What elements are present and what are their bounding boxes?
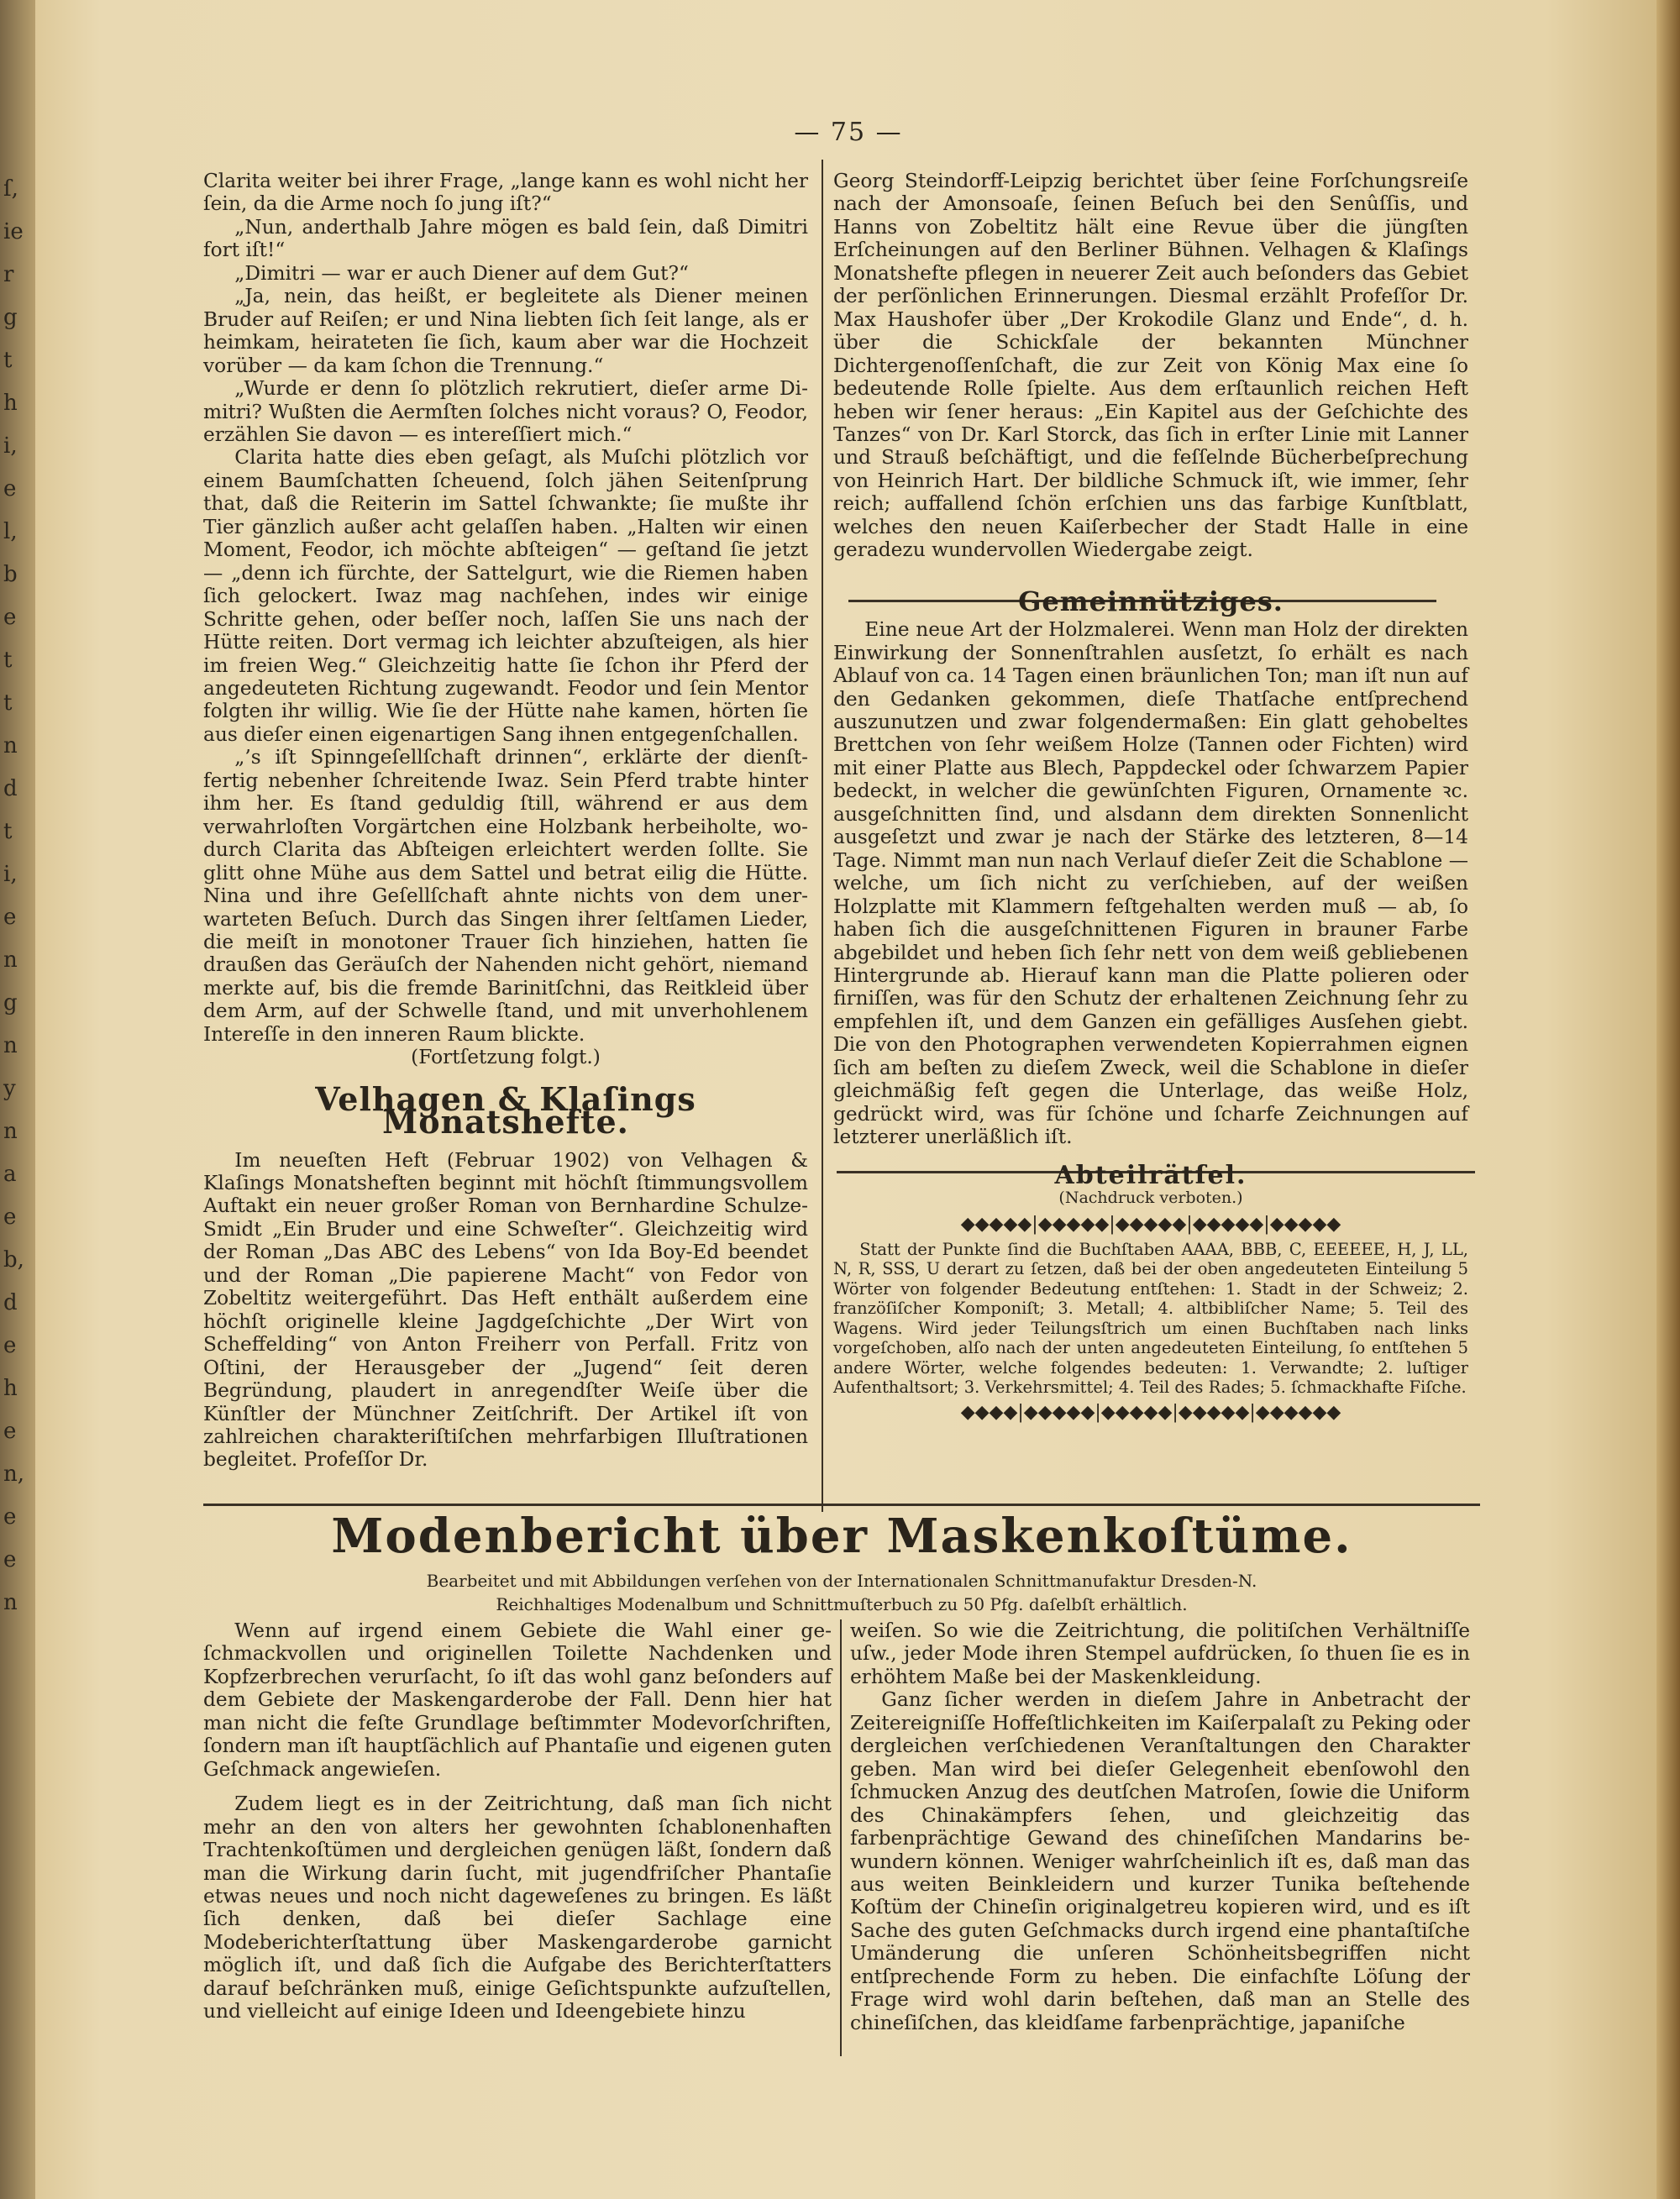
margin-letter: ſ,	[3, 176, 18, 202]
monatshefte-text-continued: Georg Steindorff-Leipzig berichtet über ſeine Forſchungsreiſe nach der Amonsoaſe, ſeinen Beſuch bei den Senûſſis, und Hanns von Zobeltitz hält eine Revue über die jüngſten Erſcheinungen auf den Berliner Bühnen. Velhagen & Klaſings Monatshefte pflegen in neuerer Zeit auch beſonders das Gebiet der perſönlichen Erinnerungen. Diesmal erzählt Profeſſor Dr. Max Haushofer über „Der Krokodile Glanz und Ende“, d. h. über die Schickſale der bekannten Münchner Dichtergenoſſenſchaft, die zur Zeit von König Max eine ſo bedeutende Rolle ſpielte. Aus dem erſtaunlich reichen Heft heben wir ſener heraus: „Ein Kapitel aus der Geſchichte des Tanzes“ von Dr. Karl Storck, das ſich in erſter Linie mit Lanner und Strauß beſchäftigt, und die feſſelnde Bücherbeſprechung von Heinrich Hart. Der bildliche Schmuck iſt, wie immer, ſehr reich; auffallend ſchön erſchien uns das farbige Kunſtblatt, welches den neuen Kaiſerbecher der Stadt Halle in eine geradezu wundervollen Wiedergabe zeigt.	[833, 170, 1468, 562]
monatshefte-text: Im neueſten Heft (Februar 1902) von Velhagen & Klaſings Monatsheften beginnt mit höchſt ſtimmungsvollem Auftakt ein neuer großer Roman von Bernhardine Schulze-Smidt „Ein Bruder und eine Schweſter“. Gleichzeitig wird der Roman „Das ABC des Lebens“ von Ida Boy-Ed beendet und der Roman „Die papierene Macht“ von Fedor von Zobeltitz weitergeführt. Das Heft enthält außerdem eine höchſt originelle kleine Jagdgeſchichte „Der Wirt von Scheffelding“ von Anton Freiherr von Perfall. Fritz von Oſtini, der Herausgeber der „Jugend“ ſeit deren Begründung, plaudert in anregendſter Weiſe über die Künſtler der Münchner Zeitſchrift. Der Artikel iſt von zahlreichen charakteriſtiſchen mehrfarbigen Illuſtrationen begleitet. Profeſſor Dr.	[203, 1148, 808, 1472]
margin-letter: d	[3, 776, 18, 801]
moden-paragraph: Wenn auf irgend einem Gebiete die Wahl einer geſchmackvollen und originellen Toilette Nachdenken und Kopfzerbrechen verurſacht, ſo iſt das wohl ganz beſonders auf dem Gebiete der Maskengarderobe der Fall. Denn hier hat man nicht die feſte Grundlage beſtimmter Modevorſchriften, ſondern man iſt hauptſächlich auf Phantaſie und eigenen guten Geſchmack angewieſen.	[203, 1619, 832, 1781]
moden-subtitle-2: Reichhaltiges Modenalbum und Schnittmuſterbuch zu 50 Pfg. daſelbſt erhältlich.	[496, 1594, 1188, 1614]
gemein-title: Gemeinnütziges.	[1018, 585, 1284, 617]
moden-column-right	[850, 1619, 1470, 2034]
page-number: — 75 —	[794, 118, 903, 147]
margin-letter: e	[3, 1547, 17, 1572]
margin-letter: e	[3, 605, 17, 630]
story-paragraph: „Dimitri — war er auch Diener auf dem Gut?“	[234, 261, 689, 285]
story-column	[203, 170, 808, 1472]
margin-letter: t	[3, 348, 13, 373]
margin-letter: y	[3, 1076, 16, 1101]
margin-letter: r	[3, 262, 14, 287]
margin-letter: e	[3, 1504, 17, 1530]
continuation-note: (Fortſetzung folgt.)	[411, 1046, 601, 1069]
margin-letter: t	[3, 648, 13, 673]
margin-letter: b,	[3, 1247, 24, 1273]
story-paragraph: Clarita hatte dies eben geſagt, als Muſchi plötzlich vor einem Baumſchatten ſcheuend, ſolch jähen Seitenſprung that, daß die Reiterin im Sattel ſchwankte; ſie mußte ihr Tier gänzlich außer acht gelaſſen haben. „Halten wir einen Moment, Feodor, ich möchte abſteigen“ — geſtand ſie jetzt — „denn ich fürchte, der Sattelgurt, wie die Riemen haben ſich gelockert. Iwaz mag nachſehen, indes wir einige Schritte gehen, oder beſſer noch, laſſen Sie uns nach der Hütte reiten. Dort vermag ich leichter abzuſteigen, als hier im freien Weg.“ Gleichzeitig hatte ſie ſchon ihr Pferd der angedeuteten Richtung zugewandt. Feodor und ſein Mentor folgten ihr willig. Wie ſie der Hütte nahe kamen, hörten ſie aus dieſer einen eigenartigen Sang ihnen entgegenſchallen.	[203, 446, 808, 746]
margin-letter: l,	[3, 519, 18, 544]
margin-letter: n	[3, 1590, 18, 1615]
right-column-top	[833, 170, 1468, 1427]
gemein-text: Eine neue Art der Holzmalerei. Wenn man Holz der direkten Einwirkung der Sonnenſtrahlen ausſetzt, ſo erhält es nach Ablauf von ca. 14 Tagen einen bräunlichen Ton; man iſt nun auf den Gedanken gekommen, dieſe Thatſache entſprechend auszunutzen und zwar folgendermaßen: Ein glatt gehobeltes Brettchen von ſehr weißem Holze (Tannen oder Fichten) wird mit einer Platte aus Blech, Pappdeckel oder ſchwarzem Papier bedeckt, in welcher die gewünſchten Figuren, Ornamente ꝛc. ausgeſchnitten ſind, und alsdann dem direkten Sonnenlicht ausgeſetzt und zwar je nach der Stärke des letzteren, 8—14 Tage. Nimmt man nun nach Verlauf dieſer Zeit die Schablone — welche, um ſich nicht zu verſchieben, auf der weißen Holzplatte mit Klammern feſtgehalten werden muß — ab, ſo haben ſich die ausgeſchnittenen Figuren in brauner Farbe abgebildet und heben ſich ſehr nett von dem weiß gebliebenen Hintergrunde ab. Hierauf kann man die Platte polieren oder firniſſen, was für den Schutz der erhaltenen Zeichnung ſehr zu empfehlen iſt, und dem Ganzen ein gefälliges Ausſehen giebt. Die von den Photographen verwendeten Kopierrahmen eignen ſich am beſten zu dieſem Zweck, weil die Schablone in dieſer gleichmäßig feſt gegen die Unterlage, das weiße Holz, gedrückt wird, was für ſchöne und ſcharfe Zeichnungen auf letzterer unerläßlich iſt.	[833, 618, 1468, 1149]
margin-letter: g	[3, 990, 18, 1016]
margin-letter: i,	[3, 433, 18, 459]
riddle-title: Abteilrätſel.	[1054, 1160, 1247, 1190]
moden-paragraph: weiſen. So wie die Zeitrichtung, die politiſchen Verhältniſſe uſw., jeder Mode ihren Stempel aufdrücken, ſo thuen ſie es in erhöhtem Maße bei der Maskenkleidung.	[850, 1619, 1470, 1688]
story-paragraph: „Nun, anderthalb Jahre mögen es bald ſein, daß Dimitri fort iſt!“	[203, 215, 808, 262]
margin-letter: e	[3, 1419, 17, 1444]
page-divider	[203, 1504, 1480, 1506]
margin-letter: d	[3, 1290, 18, 1315]
margin-letter: ie	[3, 219, 24, 244]
margin-letter: e	[3, 905, 17, 930]
column-divider-bottom	[840, 1619, 842, 2056]
moden-subtitle: Bearbeitet und mit Abbildungen verſehen von der Internationalen Schnittmanufaktur Dresden-N.	[426, 1571, 1257, 1591]
moden-column-left	[203, 1619, 832, 2023]
margin-letter: n	[3, 1033, 18, 1058]
margin-letter: b	[3, 562, 18, 587]
story-paragraph: Clarita weiter bei ihrer Frage, „lange kann es wohl nicht her ſein, da die Arme noch ſo jung iſt?“	[203, 170, 808, 216]
moden-paragraph: Ganz ſicher werden in dieſem Jahre in Anbetracht der Zeitereigniſſe Hoffeſtlichkeiten im Kaiſerpalaſt zu Peking oder dergleichen verſchiedenen Veranſtaltungen den Charakter geben. Man wird bei dieſer Gelegenheit ebenſowohl den ſchmucken Anzug des deutſchen Matroſen, ſowie die Uniform des Chinakämpfers ſehen, und gleichzeitig das farbenprächtige Gewand des chineſiſchen Mandarins bewundern können. Weniger wahrſcheinlich iſt es, daß man das aus weiten Beinkleidern und kurzer Tunika beſtehende Koſtüm der Chineſin originalgetreu kopieren wird, und es iſt Sache des guten Geſchmacks durch irgend eine phantaſtiſche Umänderung die unſeren Schönheitsbegriffen nicht entſprechende Form zu heben. Die einfachſte Löſung der Frage wird wohl darin beſtehen, daß man an Stelle des chineſiſchen, das kleidſame farbenprächtige, japaniſche	[850, 1688, 1470, 2034]
riddle-pattern-bottom: ◆◆◆◆|◆◆◆◆◆|◆◆◆◆◆|◆◆◆◆◆|◆◆◆◆◆◆	[960, 1401, 1341, 1423]
margin-letter: n	[3, 733, 18, 758]
margin-letter: h	[3, 1376, 18, 1401]
margin-letter: n,	[3, 1462, 25, 1487]
riddle-text: Statt der Punkte ſind die Buchſtaben AAAA, BBB, C, EEEEEE, H, J, LL, N, R, SSS, U derart zu ſetzen, daß bei der oben angedeuteten Einteilung 5 Wörter von folgender Bedeutung entſtehen: 1. Stadt in der Schweiz; 2. franzöſiſcher Komponiſt; 3. Metall; 4. altbibliſcher Name; 5. Teil des Wagens. Wird jeder Teilungsſtrich um einen Buchſtaben nach links vorgeſchoben, alſo nach der unten angedeuteten Einteilung, ſo entſtehen 5 andere Wörter, welche folgendes bedeuten: 1. Verwandte; 2. luſtiger Aufenthaltsort; 3. Verkehrsmittel; 4. Teil des Rades; 5. ſchmackhafte Fiſche.	[833, 1239, 1468, 1398]
margin-letter: t	[3, 690, 13, 716]
margin-letter: g	[3, 305, 18, 330]
column-divider-top	[822, 160, 823, 1512]
margin-letter: e	[3, 476, 17, 501]
monatshefte-title: Velhagen & Klaſings Monatshefte.	[315, 1079, 696, 1141]
margin-letter: h	[3, 391, 18, 416]
riddle-pattern-top: ◆◆◆◆◆|◆◆◆◆◆|◆◆◆◆◆|◆◆◆◆◆|◆◆◆◆◆	[960, 1214, 1341, 1236]
margin-letter: t	[3, 819, 13, 844]
previous-page-margin	[3, 168, 34, 1624]
story-paragraph: „Ja, nein, das heißt, er begleitete als Diener meinen Bruder auf Reiſen; er und Nina liebten ſich ſeit lange, als er heimkam, heirateten ſie ſich, kaum aber war die Hochzeit vorüber — da kam ſchon die Trennung.“	[203, 285, 808, 377]
moden-title: Modenbericht über Maskenkoſtüme.	[331, 1509, 1352, 1564]
margin-letter: i,	[3, 862, 18, 887]
story-paragraph: „Wurde er denn ſo plötzlich rekrutiert, dieſer arme Dimitri? Wußten die Aermſten ſolches nicht voraus? O, Feodor, erzählen Sie davon — es intereſſiert mich.“	[203, 377, 808, 446]
margin-letter: a	[3, 1162, 17, 1187]
margin-letter: e	[3, 1204, 17, 1230]
page-edge	[1656, 0, 1680, 2199]
moden-paragraph: Zudem liegt es in der Zeitrichtung, daß man ſich nicht mehr an den von alters her gewohnten ſchablonenhaften Trachtenkoſtümen und dergleichen genügen läßt, ſondern daß man die Wirkung darin ſucht, mit jugendfriſcher Phantaſie etwas neues und noch nicht dageweſenes zu bringen. Es läßt ſich denken, daß bei dieſer Sachlage eine Modeberichterſtattung über Maskengarderobe garnicht möglich iſt, und daß ſich die Aufgabe des Berichterſtatters darauf beſchränken muß, einige Geſichtspunkte aufzuſtellen, und vielleicht auf einige Ideen und Ideengebiete hinzu	[203, 1792, 832, 2023]
margin-letter: n	[3, 947, 18, 973]
margin-letter: e	[3, 1333, 17, 1358]
riddle-subtitle: (Nachdruck verboten.)	[1058, 1189, 1243, 1208]
riddle-body	[833, 1240, 1468, 1398]
margin-letter: n	[3, 1119, 18, 1144]
story-paragraph: „’s iſt Spinngeſellſchaft drinnen“, erklärte der dienſtfertig nebenher ſchreitende Iwaz. Sein Pferd trabte hinter ihm her. Es ſtand geduldig ſtill, während er aus dem verwahrloſten Vorgärtchen eine Holzbank herbeiholte, wodurch Clarita das Abſteigen erleichtert werden ſollte. Sie glitt ohne Mühe aus dem Sattel und betrat eilig die Hütte. Nina und ihre Geſellſchaft ahnte nichts von dem unerwarteten Beſuch. Durch das Singen ihrer ſeltſamen Lieder, die meiſt in monotoner Trauer ſich hinziehen, hatten ſie draußen das Geräuſch der Nahenden nicht gehört, niemand merkte auf, bis die fremde Barinitſchni, das Reitkleid über dem Arm, auf der Schwelle ſtand, und mit unverhohlenem Intereſſe in den inneren Raum blickte.	[203, 746, 808, 1046]
